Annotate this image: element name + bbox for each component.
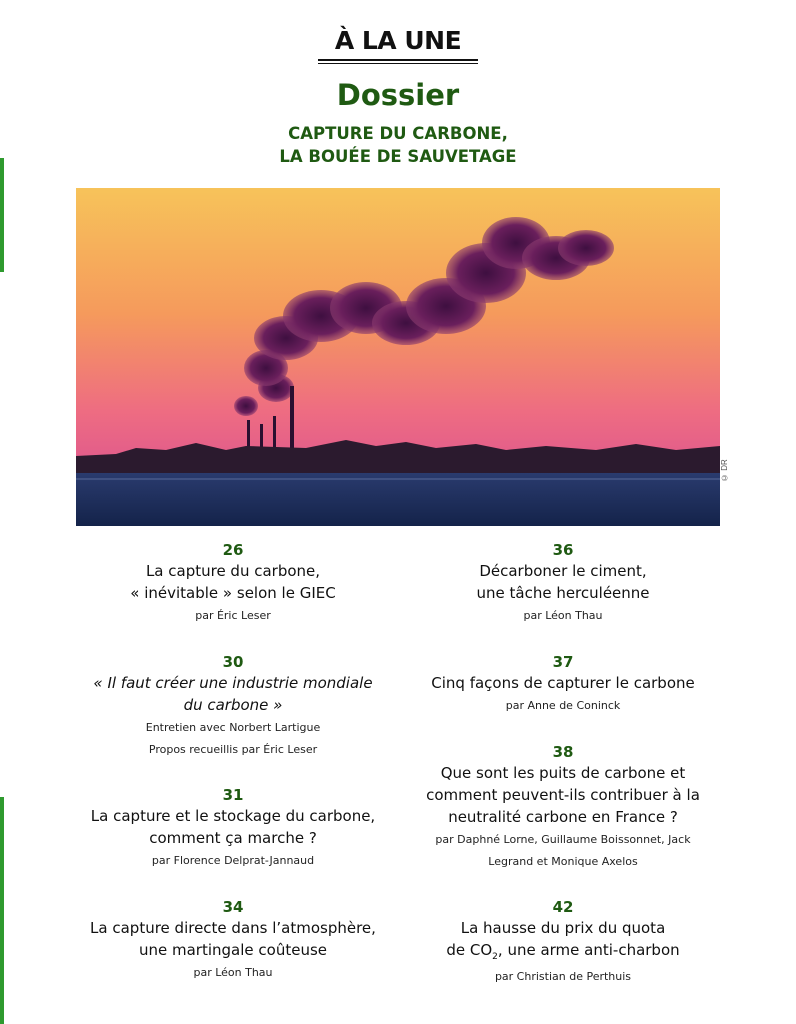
green-margin-bar-bottom xyxy=(0,797,4,1024)
article-byline: par Léon Thau xyxy=(193,966,273,979)
toc-entry-34[interactable] xyxy=(78,897,388,984)
article-title-line: neutralité carbone en France ? xyxy=(448,808,678,826)
page-number: 36 xyxy=(552,541,574,559)
co2-subscript: 2 xyxy=(492,952,498,962)
dossier-heading: Dossier xyxy=(336,78,460,112)
page-number: 37 xyxy=(552,653,574,671)
article-byline: par Éric Leser xyxy=(195,609,271,622)
article-title-line: comment peuvent-ils contribuer à la xyxy=(426,786,700,804)
rubric-double-rule xyxy=(318,59,478,64)
article-title-line: une tâche herculéenne xyxy=(476,584,650,602)
article-byline: par Léon Thau xyxy=(523,609,603,622)
smokestack-sunset-illustration xyxy=(76,188,720,526)
toc-entry-37[interactable] xyxy=(408,652,718,717)
article-title-line xyxy=(78,672,388,694)
photo-credit: © DR xyxy=(720,459,729,482)
article-title-line: La capture et le stockage du carbone, xyxy=(90,807,376,825)
page-number: 31 xyxy=(222,786,244,804)
article-title-line: « inévitable » selon le GIEC xyxy=(130,584,336,602)
article-title-line: Décarboner le ciment, xyxy=(479,562,647,580)
page-number: 26 xyxy=(222,541,244,559)
article-byline: par Anne de Coninck xyxy=(505,699,621,712)
cover-photo-smokestack xyxy=(76,188,720,526)
toc-entry-36[interactable] xyxy=(408,540,718,627)
co2-prefix: de CO xyxy=(446,941,493,959)
article-title-line xyxy=(408,939,718,968)
toc-entry-42[interactable] xyxy=(408,897,718,985)
article-title-quote: du carbone » xyxy=(183,696,283,714)
article-title-line: La hausse du prix du quota xyxy=(460,919,666,937)
page-number: 34 xyxy=(222,898,244,916)
section-rubric xyxy=(0,26,796,64)
article-byline: Propos recueillis par Éric Leser xyxy=(148,743,318,756)
article-title-quote: « Il faut créer une industrie mondiale xyxy=(93,674,373,692)
page-number: 42 xyxy=(552,898,574,916)
green-margin-bar-top xyxy=(0,158,4,272)
article-title-line: La capture directe dans l’atmosphère, xyxy=(90,919,376,937)
page-number: 38 xyxy=(552,743,574,761)
article-title-line xyxy=(78,694,388,716)
article-byline: Entretien avec Norbert Lartigue xyxy=(145,721,321,734)
article-title-line: comment ça marche ? xyxy=(149,829,317,847)
dossier-subtitle xyxy=(0,122,796,168)
subtitle-line-2: LA BOUÉE DE SAUVETAGE xyxy=(279,147,517,166)
title-suffix: , une arme anti-charbon xyxy=(497,941,680,959)
article-byline: par Christian de Perthuis xyxy=(494,970,632,983)
toc-entry-31[interactable] xyxy=(78,785,388,872)
toc-entry-38[interactable] xyxy=(408,742,718,872)
subtitle-line-1: CAPTURE DU CARBONE, xyxy=(288,124,508,143)
toc-entry-30[interactable] xyxy=(78,652,388,760)
article-byline: par Florence Delprat-Jannaud xyxy=(151,854,315,867)
article-byline: par Daphné Lorne, Guillaume Boissonnet, Jack xyxy=(435,833,691,846)
rubric-title: À LA UNE xyxy=(334,26,462,55)
article-title-line: Que sont les puits de carbone et xyxy=(440,764,686,782)
article-title-line: Cinq façons de capturer le carbone xyxy=(431,674,695,692)
article-title-line: La capture du carbone, xyxy=(145,562,321,580)
article-title-line: une martingale coûteuse xyxy=(138,941,327,959)
page-number: 30 xyxy=(222,653,244,671)
article-byline: Legrand et Monique Axelos xyxy=(488,855,638,868)
toc-entry-26[interactable] xyxy=(78,540,388,627)
